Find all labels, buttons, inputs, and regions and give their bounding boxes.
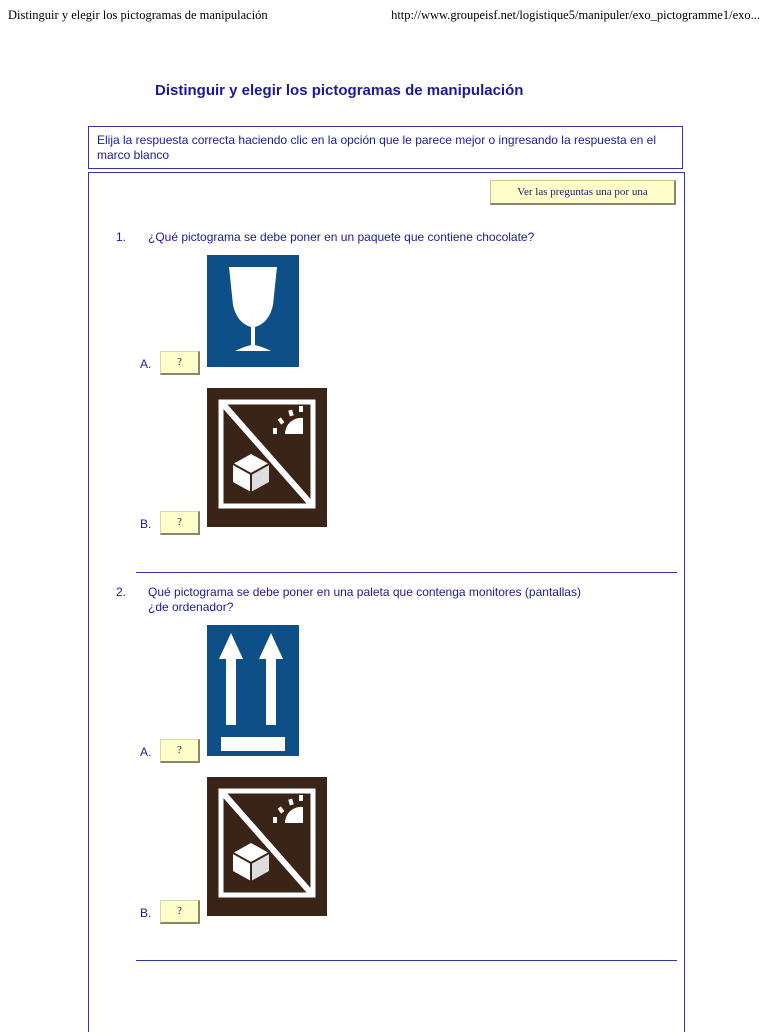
question-2-option-a-button[interactable]: ?: [160, 739, 200, 763]
fragile-glass-icon: [207, 255, 299, 372]
print-header: [8, 8, 760, 24]
keep-away-from-heat-icon: [207, 777, 327, 921]
question-2-option-b-button[interactable]: ?: [160, 900, 200, 924]
instructions-box: Elija la respuesta correcta haciendo clic en la opción que le parece mejor o ingresando la respuesta en el marco blanco: [88, 126, 683, 169]
question-2-option-a-letter: A.: [140, 745, 152, 759]
this-way-up-arrows-icon: [207, 625, 299, 761]
question-1-option-b-button[interactable]: ?: [160, 511, 200, 535]
question-2-option-b-letter: B.: [140, 906, 152, 920]
question-separator: [136, 960, 677, 961]
question-separator: [136, 572, 677, 573]
question-2-text: Qué pictograma se debe poner en una paleta que contenga monitores (pantallas) ¿de ordenador?: [148, 585, 581, 614]
question-1-number: 1.: [116, 230, 127, 244]
question-1-text: ¿Qué pictograma se debe poner en un paquete que contiene chocolate?: [148, 230, 535, 244]
question-1-option-b-letter: B.: [140, 517, 152, 531]
question-2-number: 2.: [116, 585, 127, 599]
view-one-by-one-button[interactable]: Ver las preguntas una por una: [490, 180, 676, 205]
print-header-url: http://www.groupeisf.net/logistique5/manipuler/exo_pictogramme1/exo...: [391, 8, 760, 22]
print-header-title: Distinguir y elegir los pictogramas de manipulación: [8, 8, 268, 22]
page-title: Distinguir y elegir los pictogramas de manipulación: [155, 82, 524, 99]
question-1-option-a-button[interactable]: ?: [160, 351, 200, 375]
question-1-option-a-letter: A.: [140, 357, 152, 371]
keep-away-from-heat-icon: [207, 388, 327, 532]
